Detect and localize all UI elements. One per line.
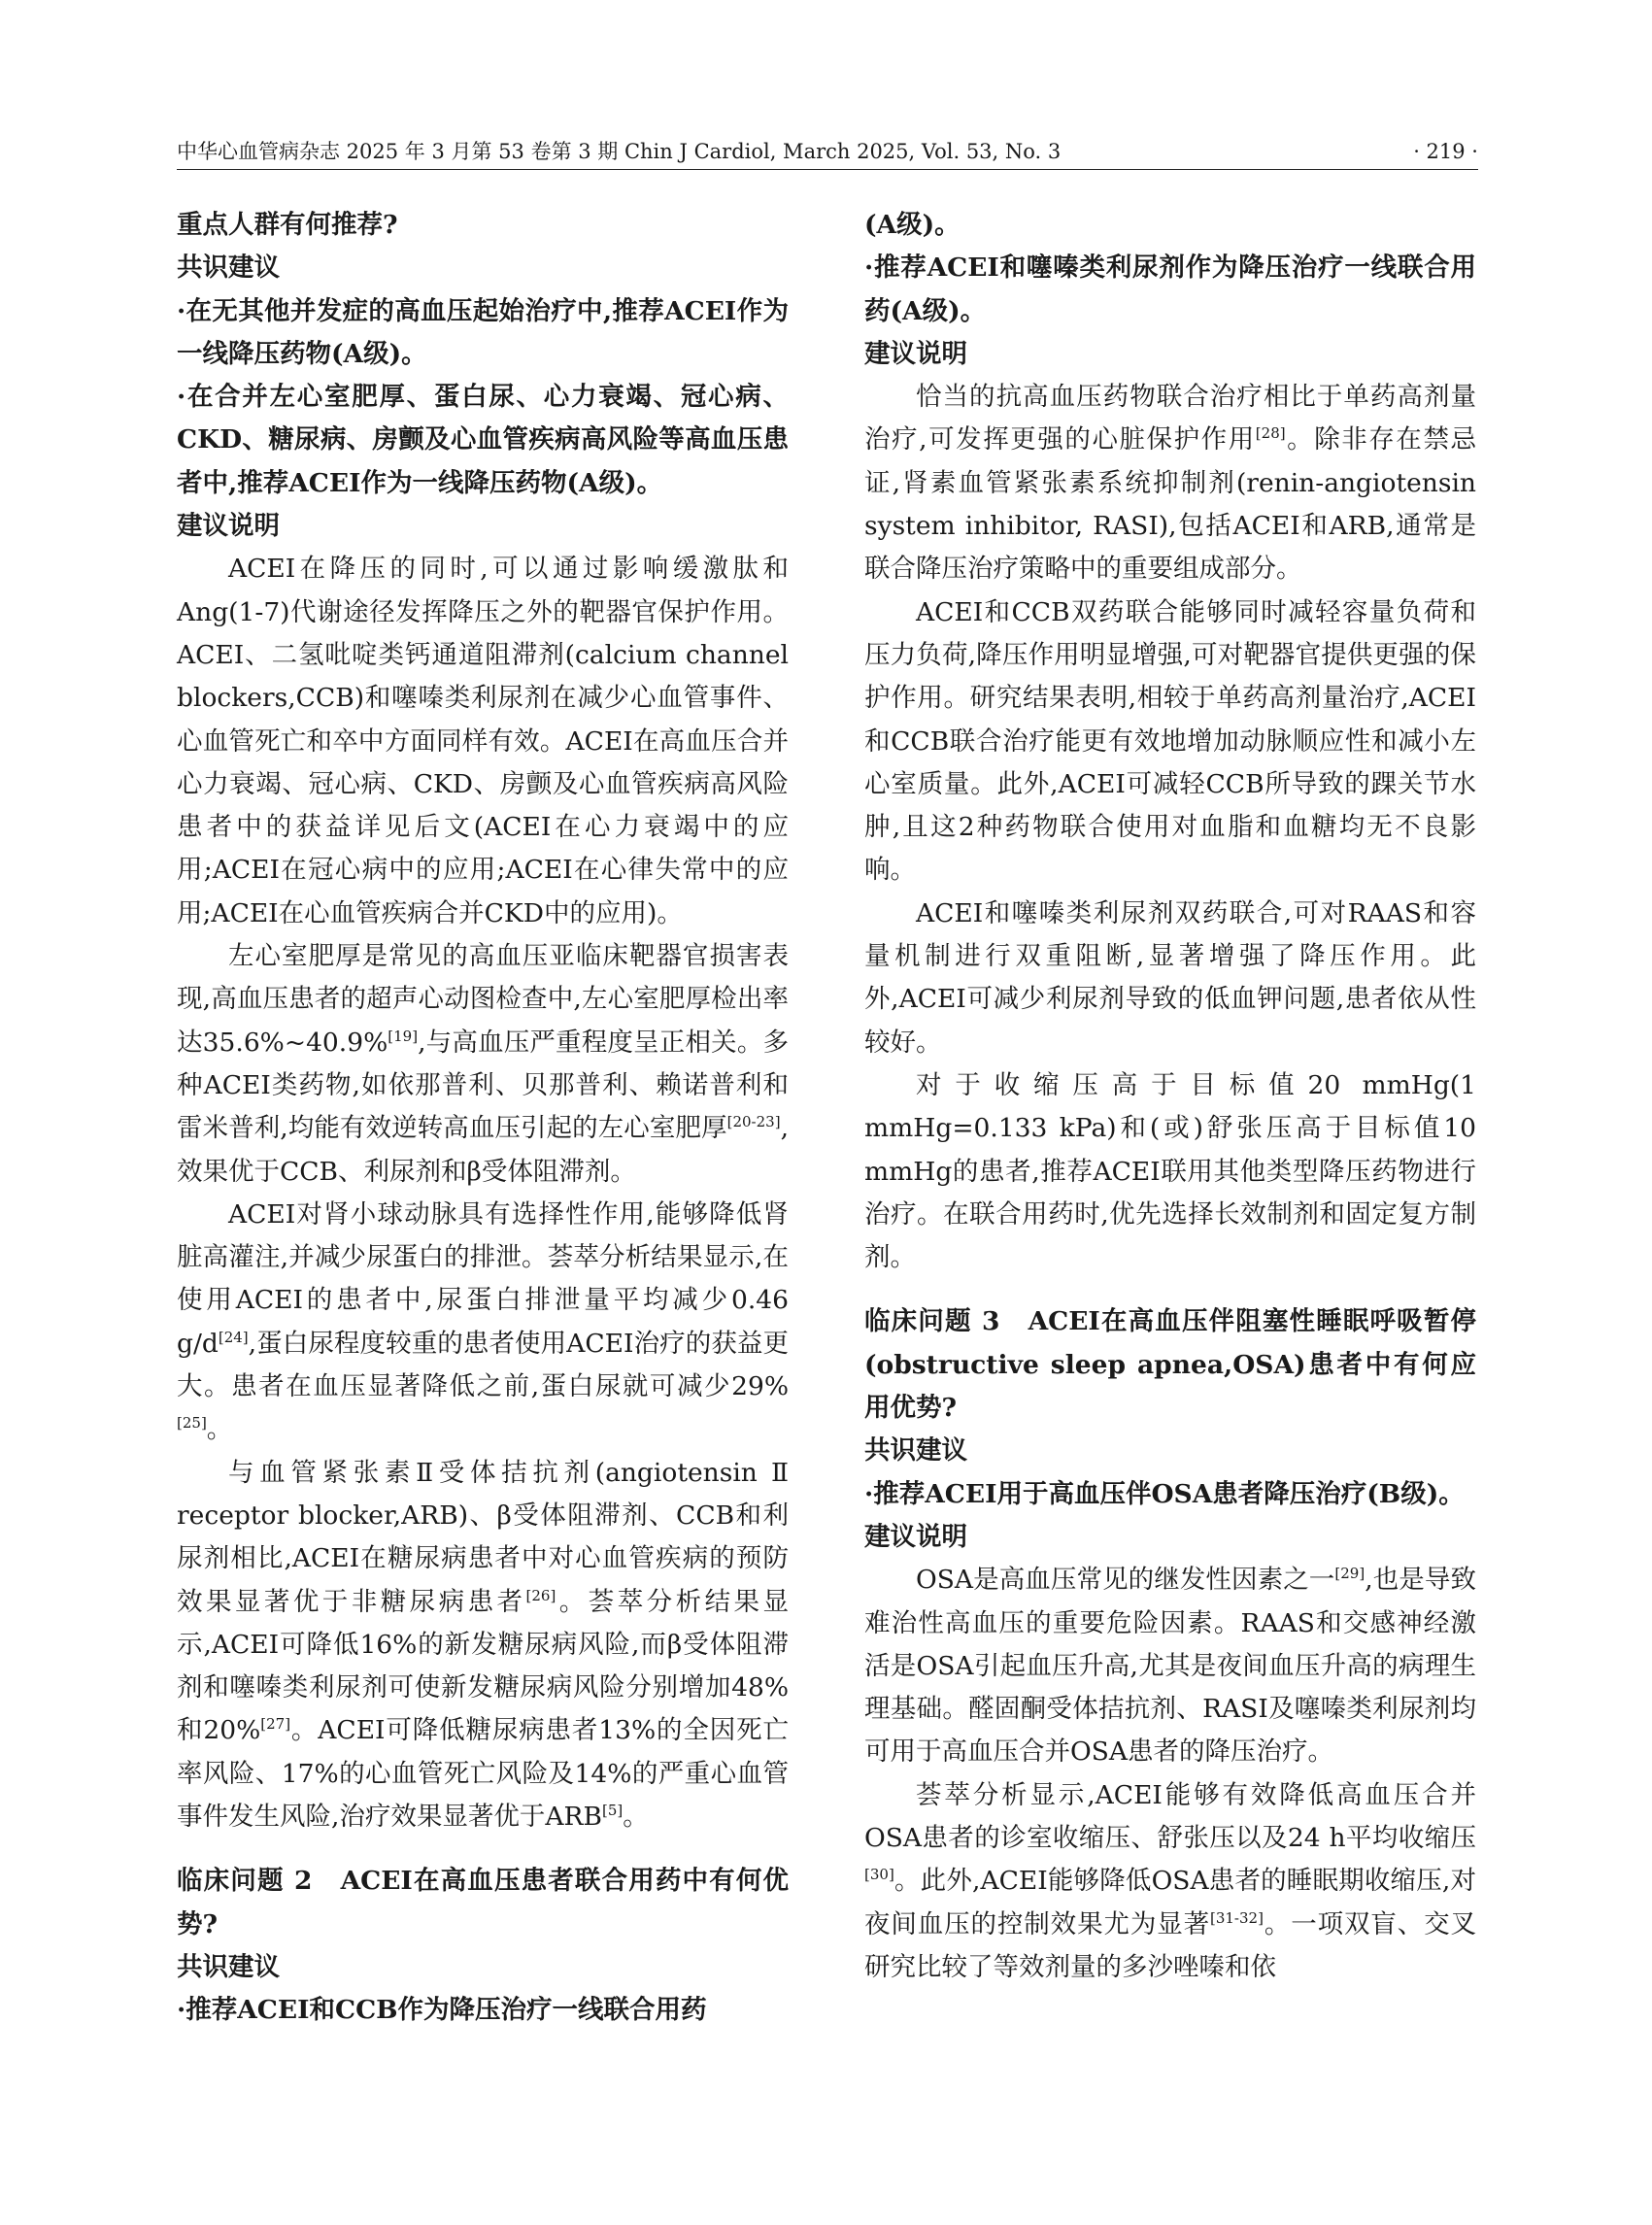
citation: [27] bbox=[260, 1715, 291, 1734]
body-paragraph: OSA是高血压常见的继发性因素之一[29],也是导致难治性高血压的重要危险因素。RAAS和交感神经激活是OSA引起血压升高,尤其是夜间血压升高的病理生理基础。醛固酮受体拮抗剂、RASI及噻嗪类利尿剂均可用于高血压合并OSA患者的降压治疗。 bbox=[864, 1565, 1476, 1768]
recommendation-item: ·在无其他并发症的高血压起始治疗中,推荐ACEI作为一线降压药物(A级)。 bbox=[177, 295, 789, 369]
body-paragraph: 荟萃分析显示,ACEI能够有效降低高血压合并OSA患者的诊室收缩压、舒张压以及24 h平均收缩压[30]。此外,ACEI能够降低OSA患者的睡眠期收缩压,对夜间血压的控制效果尤为显著[31-32]。一项双盲、交叉研究比较了等效剂量的多沙唑嗪和依 bbox=[864, 1779, 1477, 1982]
citation: [29] bbox=[1334, 1565, 1365, 1583]
body-paragraph: ACEI和CCB双药联合能够同时减轻容量负荷和压力负荷,降压作用明显增强,可对靶器官提供更强的保护作用。研究结果表明,相较于单药高剂量治疗,ACEI和CCB联合治疗能更有效地增加动脉顺应性和减小左心室质量。此外,ACEI可减轻CCB所导致的踝关节水肿,且这2种药物联合使用对血脂和血糖均无不良影响。 bbox=[864, 596, 1476, 886]
body-paragraph: 与血管紧张素Ⅱ受体拮抗剂(angiotensin Ⅱ receptor blocker,ARB)、β受体阻滞剂、CCB和利尿剂相比,ACEI在糖尿病患者中对心血管疾病的预防效果显著优于非糖尿病患者[26]。荟萃分析结果显示,ACEI可降低16%的新发糖尿病风险,而β受体阻滞剂和噻嗪类利尿剂可使新发糖尿病风险分别增加48%和20%[27]。ACEI可降低糖尿病患者13%的全因死亡率风险、17%的心血管死亡风险及14%的严重心血管事件发生风险,治疗效果显著优于ARB[5]。 bbox=[177, 1457, 790, 1832]
recommendation-item: ·推荐ACEI用于高血压伴OSA患者降压治疗(B级)。 bbox=[864, 1478, 1465, 1509]
body-paragraph: 左心室肥厚是常见的高血压亚临床靶器官损害表现,高血压患者的超声心动图检查中,左心室肥厚检出率达35.6%~40.9%[19],与高血压严重程度呈正相关。多种ACEI类药物,如依那普利、贝那普利、赖诺普利和雷米普利,均能有效逆转高血压引起的左心室肥厚[20-23],效果优于CCB、利尿剂和β受体阻滞剂。 bbox=[177, 941, 789, 1187]
explanation-heading: 建议说明 bbox=[177, 511, 280, 542]
body-paragraph: 对于收缩压高于目标值20 mmHg(1 mmHg=0.133 kPa)和(或)舒张压高于目标值10 mmHg的患者,推荐ACEI联用其他类型降压药物进行治疗。在联合用药时,优先选择长效制剂和固定复方制剂。 bbox=[864, 1069, 1476, 1273]
clinical-question-heading: 临床问题 3 ACEI在高血压伴阻塞性睡眠呼吸暂停(obstructive sleep apnea,OSA)患者中有何应用优势? bbox=[864, 1306, 1476, 1424]
citation: [20-23] bbox=[726, 1113, 781, 1131]
consensus-heading: 共识建议 bbox=[177, 253, 280, 284]
recommendation-item: ·推荐ACEI和噻嗪类利尿剂作为降压治疗一线联合用药(A级)。 bbox=[864, 253, 1476, 326]
consensus-heading: 共识建议 bbox=[177, 1951, 280, 1982]
body-paragraph: ACEI对肾小球动脉具有选择性作用,能够降低肾脏高灌注,并减少尿蛋白的排泄。荟萃分析结果显示,在使用ACEI的患者中,尿蛋白排泄量平均减少0.46 g/d[24],蛋白尿程度较重的患者使用ACEI治疗的获益更大。患者在血压显著降低之前,蛋白尿就可减少29%[25]。 bbox=[177, 1198, 789, 1445]
recommendation-item: ·在合并左心室肥厚、蛋白尿、心力衰竭、冠心病、CKD、糖尿病、房颤及心血管疾病高风险等高血压患者中,推荐ACEI作为一线降压药物(A级)。 bbox=[177, 382, 789, 498]
body-paragraph: ACEI在降压的同时,可以通过影响缓激肽和Ang(1-7)代谢途径发挥降压之外的靶器官保护作用。ACEI、二氢吡啶类钙通道阻滞剂(calcium channel blockers,CCB)和噻嗪类利尿剂在减少心血管事件、心血管死亡和卒中方面同样有效。ACEI在高血压合并心力衰竭、冠心病、CKD、房颤及心血管疾病高风险患者中的获益详见后文(ACEI在心力衰竭中的应用;ACEI在冠心病中的应用;ACEI在心律失常中的应用;ACEI在心血管疾病合并CKD中的应用)。 bbox=[177, 554, 789, 928]
running-header bbox=[177, 134, 1478, 170]
citation: [31-32] bbox=[1209, 1908, 1264, 1927]
body-paragraph: ACEI和噻嗪类利尿剂双药联合,可对RAAS和容量机制进行双重阻断,显著增强了降压作用。此外,ACEI可减少利尿剂导致的低血钾问题,患者依从性较好。 bbox=[864, 897, 1476, 1058]
right-column bbox=[864, 204, 1476, 1989]
recommendation-item: ·推荐ACEI和CCB作为降压治疗一线联合用药 bbox=[177, 1995, 707, 2026]
consensus-heading: 共识建议 bbox=[864, 1435, 967, 1466]
journal-citation: 中华心血管病杂志 2025 年 3 月第 53 卷第 3 期 Chin J Cardiol, March 2025, Vol. 53, No. 3 bbox=[177, 140, 1062, 163]
citation: [25] bbox=[177, 1414, 207, 1433]
citation: [24] bbox=[218, 1328, 249, 1346]
citation: [26] bbox=[525, 1586, 556, 1604]
citation: [28] bbox=[1255, 424, 1286, 443]
recommendation-item-cont: (A级)。 bbox=[864, 210, 961, 240]
clinical-question-heading: 临床问题 2 ACEI在高血压患者联合用药中有何优势? bbox=[177, 1866, 789, 1939]
explanation-heading: 建议说明 bbox=[864, 338, 967, 369]
citation: [19] bbox=[388, 1027, 419, 1045]
section-heading-cont: 重点人群有何推荐? bbox=[177, 210, 398, 240]
body-paragraph: 恰当的抗高血压药物联合治疗相比于单药高剂量治疗,可发挥更强的心脏保护作用[28]。除非存在禁忌证,肾素血管紧张素系统抑制剂(renin-angiotensin system inhibitor, RASI),包括ACEI和ARB,通常是联合降压治疗策略中的重要组成部分。 bbox=[864, 382, 1476, 585]
page-number: · 219 · bbox=[1413, 140, 1478, 163]
explanation-heading: 建议说明 bbox=[864, 1521, 967, 1552]
citation: [5] bbox=[602, 1802, 624, 1820]
citation: [30] bbox=[864, 1866, 894, 1884]
left-column bbox=[177, 204, 789, 2032]
